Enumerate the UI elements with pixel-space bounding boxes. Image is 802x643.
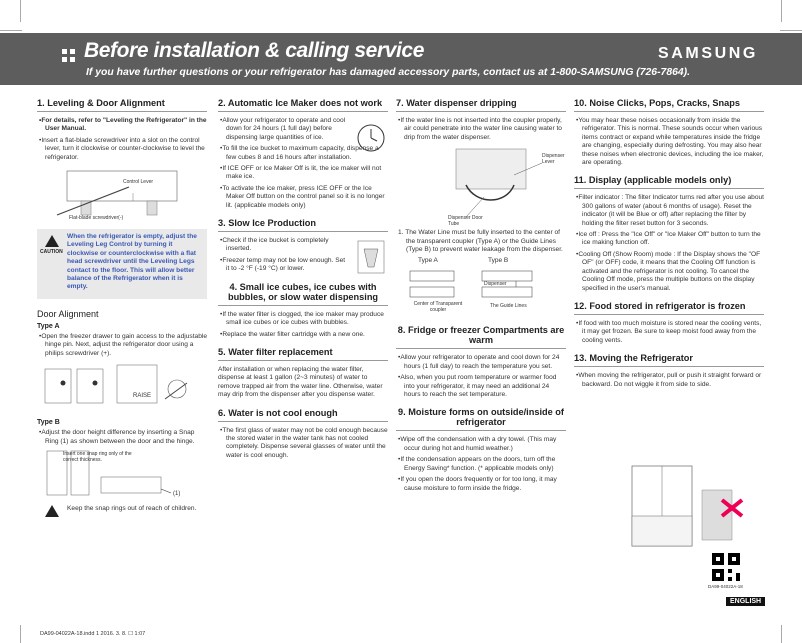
ice-bullet-3: • If ICE OFF or Ice Maker Off is lit, the ice maker will not make ice. [218,165,388,182]
raise-label: RAISE [133,393,152,400]
drip-note-1: 1. The Water Line must be fully inserted to the center of the transparent coupler (Type A) or the Guide Lines (Type B) to prevent water leakage from the dispenser. [398,229,563,254]
display-bullet-3: • Cooling Off (Show Room) mode : If the Display shows the "OF OF" (or OFF) code, it means that the Cooling Off function is activated and the refrigerator is not cooling. To cancel the Cooling Off mode, press the multiple buttons on the display specified in the user's manual. [574,251,764,293]
section-small-cubes [218,282,388,339]
qr-code-icon [712,553,740,581]
crop-mark [0,30,22,31]
section-heading-moisture: 9. Moisture forms on outside/inside of refrigerator [396,407,566,431]
ice-bullet-1: • Allow your refrigerator to operate and cool down for 24 hours (1 full day) before dispensing large quantities of ice. [218,117,352,142]
dispenser-illustration [396,145,566,229]
brand-logo: SAMSUNG [658,45,758,62]
ice-bullet-2: • To fill the ice bucket to maximum capacity, dispense a few cubes 8 and 16 hours after installation. [218,145,388,162]
noise-bullet-1: • You may hear these noises occasionally from inside the refrigerator. This is normal. These sounds occur when various items contract or expand while temperatures inside the fridge are changing, especially during defrosting. You may also hear these noises when electronic devices, including the ice maker, are operating. [574,117,764,167]
slow-bullet-2: • Freezer temp may not be low enough. Set it to -2 °F (-19 °C) or lower. [218,257,348,274]
coupler-illustration [396,257,566,317]
section-heading-slow-ice: 3. Slow Ice Production [218,218,388,232]
section-water-cool [218,408,388,461]
caution-text: When the refrigerator is empty, adjust the Leveling Leg Control by turning it clockwise or counterclockwise with a flat head screwdriver until the Leveling Legs contact to the floor. This will allow better balance of the Refrigerator when it is empty. [67,233,197,291]
coupler-center-label: Center of Transparent coupler [413,301,463,314]
coupler-type-b-label: Type B [488,257,509,265]
warm-bullet-2: • Also, when you put room temperature or warmer food into your refrigerator, it may need an additional 24 hours to reach the set temperature. [396,374,566,399]
cool-bullet-1: • The first glass of water may not be cold enough because the stored water in the water tank has not cooled completely. Dispense several glasses of water until the water is cool enough. [218,427,388,461]
type-b-heading: Type B [37,419,60,427]
snap-caution [37,505,207,513]
caution-label: CAUTION [40,249,63,256]
coupler-type-a-label: Type A [418,257,438,265]
page-subtitle: If you have further questions or your refrigerator has damaged accessory parts, contact us at 1-800-SAMSUNG (726-7864). [86,67,691,78]
section-slow-ice [218,218,388,274]
frozen-bullet-1: • If food with too much moisture is stored near the cooling vents, it may get frozen. Be sure to keep moist food away from the cooling vents. [574,320,764,345]
type-a-text: • Open the freezer drawer to gain access to the adjustable hinge pin. Next, adjust the refrigerator door using a philips screwdriver (+). [37,333,207,358]
bullet-dots-icon [62,49,76,63]
section-filter-replacement [218,347,388,400]
moving-bullet-1: • When moving the refrigerator, pull or push it straight forward or backward. Do not wiggle it from side to side. [574,372,764,389]
section-heading-small-cubes: 4. Small ice cubes, ice cubes with bubbles, or slow water dispensing [218,282,388,306]
hinge-drawing [37,361,207,415]
section-noise [574,98,764,167]
section-heading-display: 11. Display (applicable models only) [574,175,764,189]
hinge-illustration [37,361,207,415]
section-moisture [396,407,566,492]
section-heading-leveling: 1. Leveling & Door Alignment [37,98,207,112]
moist-bullet-3: • If you open the doors frequently or for too long, it may cause moisture to form inside the fridge. [396,476,566,493]
section-heading-dripping: 7. Water dispenser dripping [396,98,566,112]
crop-mark [780,30,802,31]
ice-bucket-icon [354,237,388,277]
section-ice-maker [218,98,388,210]
small-bullet-2: • Replace the water filter cartridge with a new one. [218,331,388,339]
section-display [574,175,764,292]
snap-ring-note: Insert one snap ring only of the correct thickness. [63,450,132,463]
column-noise-display [574,98,764,397]
section-heading-noise: 10. Noise Clicks, Pops, Cracks, Snaps [574,98,764,112]
coupler-dispenser-label: Dispenser [484,281,507,288]
leveling-bullet-1: • For details, refer to "Leveling the Refrigerator" in the User Manual. [37,117,207,134]
moving-fridge-illustration [602,460,752,550]
header-banner [0,33,802,85]
clock-icon [356,123,386,153]
type-a-heading: Type A [37,322,60,330]
column-dispenser [396,98,566,501]
drip-bullet-1: • If the water line is not inserted into the coupler properly, air could penetrate into the water line causing water to drip from the water dispenser. [396,117,566,142]
moist-bullet-1: • Wipe off the condensation with a dry towel. (This may occur during hot and humid weather.) [396,436,566,453]
moist-bullet-2: • If the condensation appears on the doors, turn off the Energy Saving* function. (* applicable models only) [396,456,566,473]
door-alignment-heading: Door Alignment [37,308,99,319]
display-bullet-2: • Ice off : Press the "Ice Off" or "Ice Maker Off" button to turn the ice making function off. [574,231,764,248]
snap-ring-illustration [37,449,207,501]
crop-mark [20,0,21,22]
dispenser-lever-label: Dispenser Lever [542,153,565,166]
slow-bullet-1: • Check if the ice bucket is completely inserted. [218,237,348,254]
section-frozen [574,301,764,345]
filter-text: After installation or when replacing the water filter, dispense at least 1 gallon (2~3 minutes) of water to remove trapped air from the water line. Otherwise, water may drip from the dispenser after you dispense water. [218,365,383,399]
snap-caution-text: Keep the snap rings out of reach of children. [67,504,197,512]
section-heading-frozen: 12. Food stored in refrigerator is frozen [574,301,764,315]
section-moving [574,353,764,389]
caution-icon [45,505,59,517]
warm-bullet-1: • Allow your refrigerator to operate and cool down for 24 hours (1 full day) to reach the temperature you set. [396,354,566,371]
crop-mark [20,625,21,643]
crop-mark [781,625,782,643]
screwdriver-label: Flat-blade screwdriver(-) [69,215,124,222]
section-heading-moving: 13. Moving the Refrigerator [574,353,764,367]
section-dripping [396,98,566,317]
control-lever-label: Control Lever [123,179,154,186]
column-ice [218,98,388,468]
section-heading-filter: 5. Water filter replacement [218,347,388,361]
column-leveling [37,98,207,516]
snap-ring-number: (1) [173,490,181,497]
small-bullet-1: • If the water filter is clogged, the ice maker may produce small ice cubes or ice cubes with bubbles. [218,311,388,328]
section-heading-water-cool: 6. Water is not cool enough [218,408,388,422]
dispenser-tube-label: Dispenser Door Tube [448,215,483,228]
print-footer: DA99-04022A-18.indd 1 2016. 3. 8. ☐ 1:07 [40,631,146,637]
section-compartments-warm [396,325,566,399]
leveling-illustration [37,165,207,223]
section-heading-warm: 8. Fridge or freezer Compartments are warm [396,325,566,349]
type-b-text: • Adjust the door height difference by inserting a Snap Ring (1) as shown between the door and the hinge. [37,429,207,446]
page-title: Before installation & calling service [84,39,424,62]
coupler-guide-label: The Guide Lines [490,303,527,310]
document-code: DA99-04022A-18 [708,584,743,589]
ice-bullet-4: • To activate the ice maker, press ICE OFF or the Ice Maker Off button on the control panel so it is no longer lit. (applicable models only) [218,185,388,210]
crop-mark [781,0,782,22]
language-badge: ENGLISH [726,597,765,606]
display-bullet-1: • Filter indicator : The filter Indicator turns red after you use about 300 gallons of water (about 6 months of usage). Reset the indicator (it will be Blue or off) after replacing the filter by holding the filter reset button for 3 seconds. [574,194,764,228]
caution-box [37,229,207,299]
section-heading-ice-maker: 2. Automatic Ice Maker does not work [218,98,388,112]
caution-icon [45,235,59,247]
leveling-bullet-2: • Insert a flat-blade screwdriver into a slot on the control lever, turn it clockwise or counter-clockwise to level the refrigerator. [37,137,207,162]
